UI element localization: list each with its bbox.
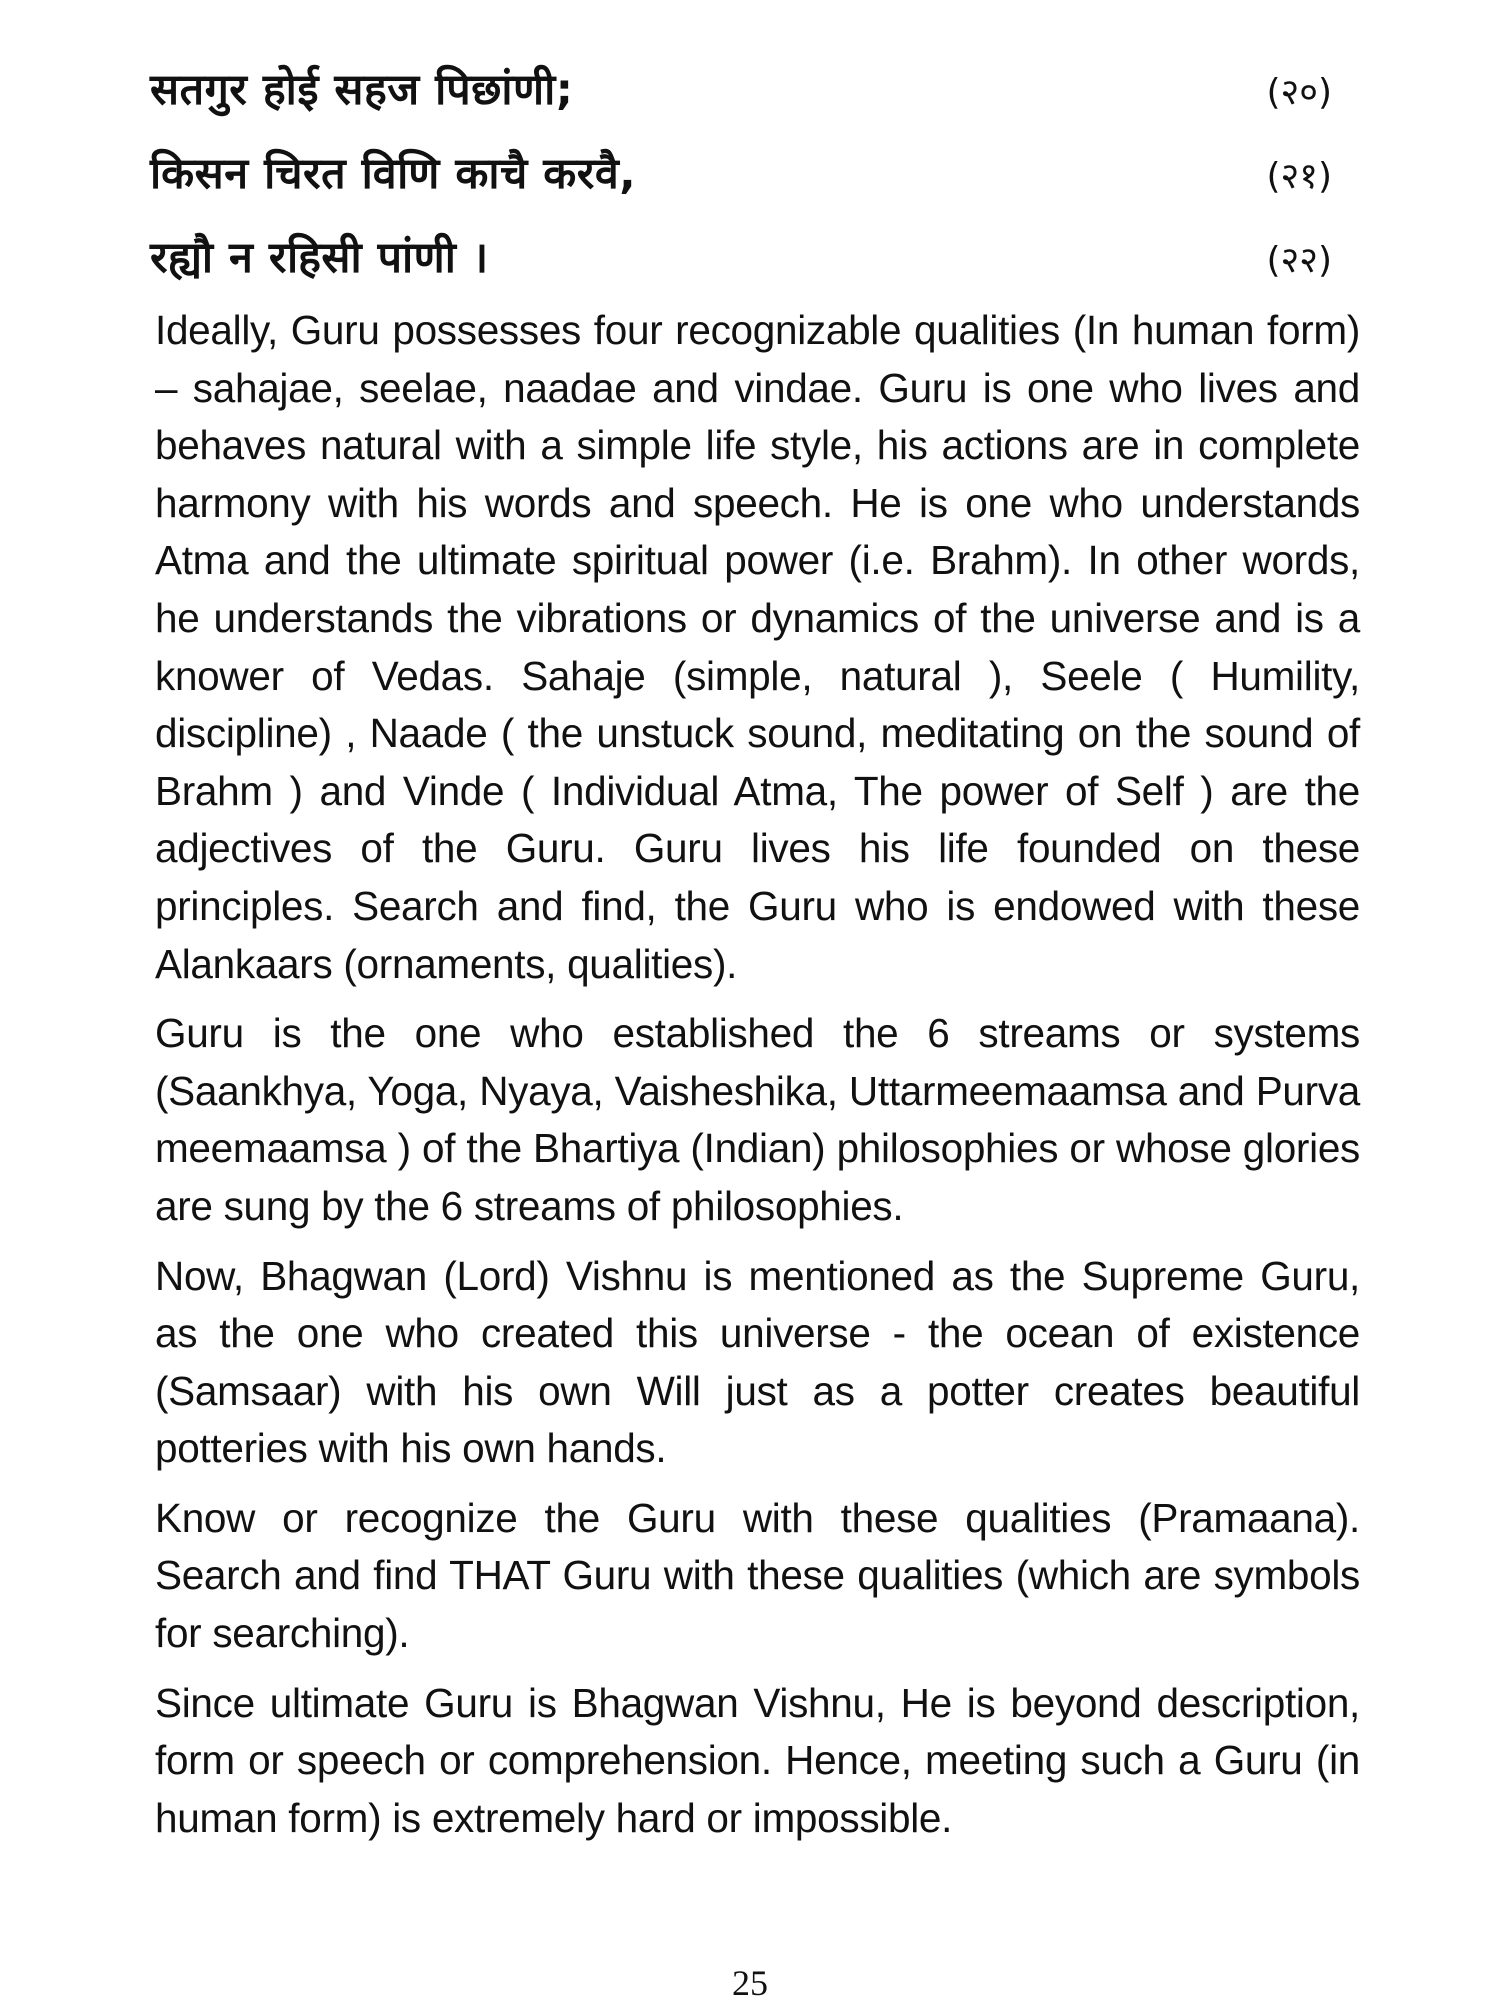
- verse-block: [150, 58, 1340, 310]
- paragraph: Ideally, Guru possesses four recognizable qualities (In human form) – sahajae, seelae, naadae and vindae. Guru is one who lives and behaves natural with a simple life style, his actions are in complete harmony with his words and speech. He is one who understands Atma and the ultimate spiritual power (i.e. Brahm). In other words, he understands the vibrations or dynamics of the universe and is a knower of Vedas. Sahaje (simple, natural ), Seele ( Humility, discipline) , Naade ( the unstuck sound, meditating on the sound of Brahm ) and Vinde ( Individual Atma, The power of Self ) are the adjectives of the Guru. Guru lives his life founded on these principles. Search and find, the Guru who is endowed with these Alankaars (ornaments, qualities).: [155, 307, 1360, 987]
- verse-line: [150, 142, 1340, 224]
- paragraph: Know or recognize the Guru with these qualities (Pramaana). Search and find THAT Guru with these qualities (which are symbols for searching).: [155, 1494, 1360, 1657]
- verse-text: रह्यौ न रहिसी पांणी ।: [150, 233, 489, 283]
- verse-text: किसन चिरत विणि काचै करवै,: [150, 149, 637, 199]
- verse-number: (२०): [1266, 72, 1332, 113]
- verse-line: [150, 226, 1340, 308]
- paragraph: Guru is the one who established the 6 streams or systems (Saankhya, Yoga, Nyaya, Vaisheshika, Uttarmeemaamsa and Purva meemaamsa ) of the Bhartiya (Indian) philosophies or whose glories are sung by the 6 streams of philosophies.: [155, 1010, 1360, 1229]
- verse-number: (२१): [1266, 156, 1332, 197]
- page-number: 25: [732, 1963, 768, 2003]
- verse-line: [150, 58, 1340, 140]
- verse-number: (२२): [1266, 240, 1332, 281]
- paragraph: Since ultimate Guru is Bhagwan Vishnu, He is beyond description, form or speech or comprehension. Hence, meeting such a Guru (in human form) is extremely hard or impossible.: [155, 1679, 1360, 1841]
- paragraph: Now, Bhagwan (Lord) Vishnu is mentioned as the Supreme Guru, as the one who created this universe - the ocean of existence (Samsaar) with his own Will just as a potter creates beautiful potteries with his own hands.: [155, 1252, 1360, 1472]
- body-text: [155, 302, 1360, 1859]
- verse-text: सतगुर होई सहज पिछांणी;: [150, 65, 574, 115]
